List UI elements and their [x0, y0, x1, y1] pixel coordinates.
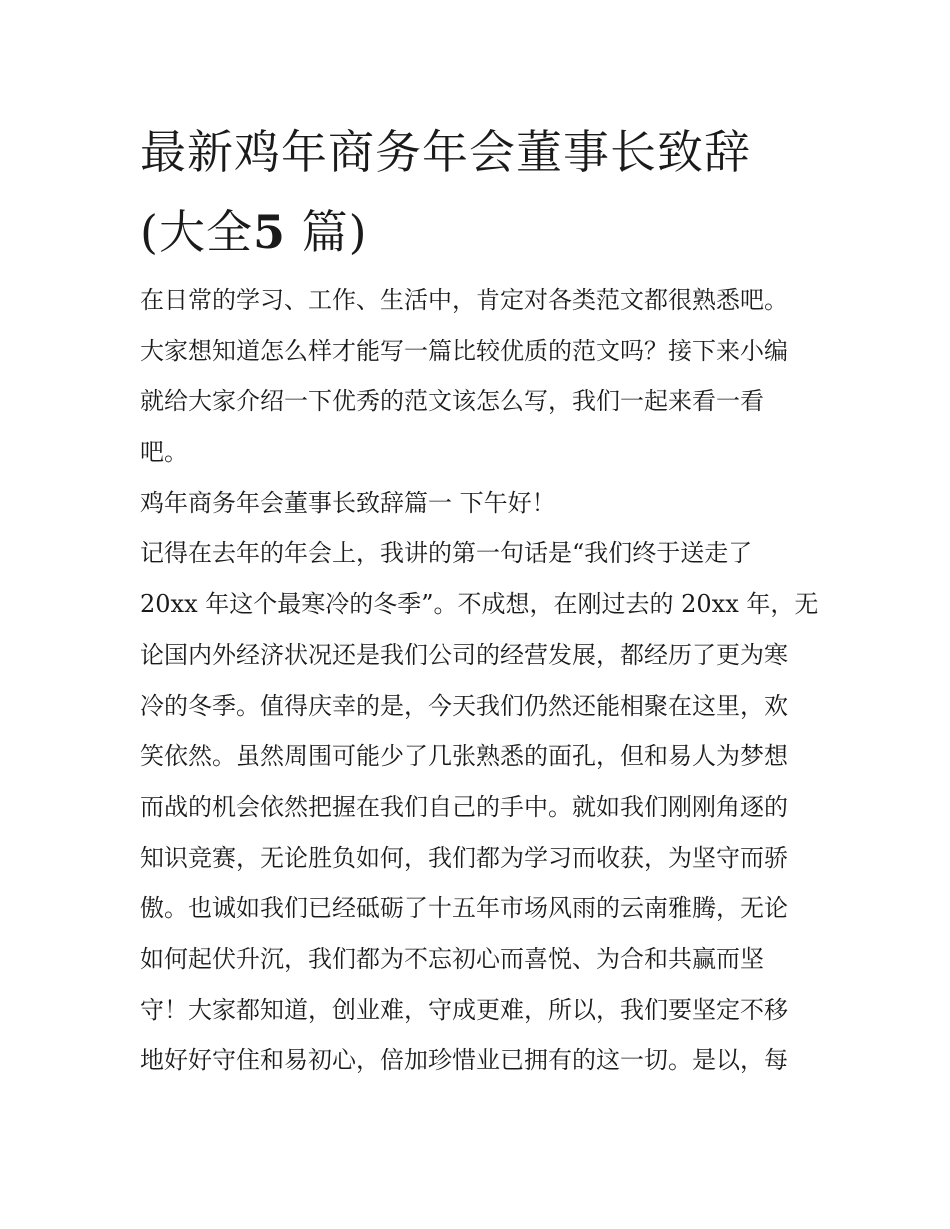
body-line: 大家想知道怎么样才能写一篇比较优质的范文吗？接下来小编 [140, 336, 788, 365]
body-line: 就给大家介绍一下优秀的范文该怎么写，我们一起来看一看 [140, 387, 764, 416]
body-line: 20xx 年这个最寒冷的冬季”。不成想，在刚过去的 20xx 年，无 [140, 590, 819, 619]
body-line: 傲。也诚如我们已经砥砺了十五年市场风雨的云南雅腾，无论 [140, 894, 788, 923]
title-suffix: 篇) [301, 205, 368, 259]
body-line: 笑依然。虽然周围可能少了几张熟悉的面孔，但和易人为梦想 [140, 742, 788, 771]
title-prefix: (大全 [140, 205, 253, 259]
body-line: 论国内外经济状况还是我们公司的经营发展，都经历了更为寒 [140, 640, 788, 669]
body-line: 冷的冬季。值得庆幸的是，今天我们仍然还能相聚在这里，欢 [140, 691, 788, 720]
body-line: 如何起伏升沉，我们都为不忘初心而喜悦、为合和共赢而坚 [140, 944, 764, 973]
body-line: 吧。 [140, 438, 188, 467]
body-line: 而战的机会依然把握在我们自己的手中。就如我们刚刚角逐的 [140, 792, 788, 821]
body-line: 记得在去年的年会上，我讲的第一句话是“我们终于送走了 [140, 539, 753, 568]
title-number: 5 [252, 205, 286, 259]
document-title [140, 112, 830, 272]
body-line: 在日常的学习、工作、生活中，肯定对各类范文都很熟悉吧。 [140, 286, 788, 314]
document-body [140, 275, 820, 1086]
body-line: 守！大家都知道，创业难，守成更难，所以，我们要坚定不移 [140, 995, 788, 1024]
body-line: 地好好守住和易初心，倍加珍惜业已拥有的这一切。是以，每 [140, 1046, 788, 1075]
title-line-1: 最新鸡年商务年会董事长致辞 [140, 125, 751, 179]
section-heading-line: 鸡年商务年会董事长致辞篇一 下午好！ [140, 488, 556, 517]
body-line: 知识竞赛，无论胜负如何，我们都为学习而收获，为坚守而骄 [140, 843, 788, 872]
title-line-2 [140, 192, 830, 272]
